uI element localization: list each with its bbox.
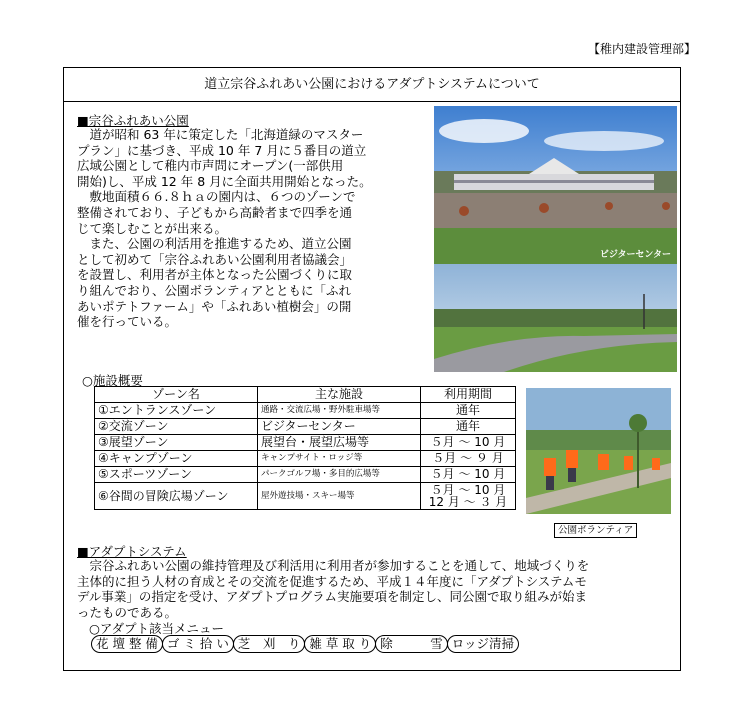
visitor-center-photo	[434, 106, 677, 264]
park-line: 敷地面積６６.８ｈａの園内は、６つのゾーンで	[77, 189, 356, 205]
table-row	[95, 483, 516, 510]
period-cell: 通年	[421, 419, 516, 435]
facilities-table	[94, 386, 516, 510]
menu-item-weeding: 雑 草 取 り	[304, 635, 376, 653]
menu-item-lodge-cleaning: ロッジ清掃	[447, 635, 519, 653]
park-line: 開始)し、平成 12 年 8 月に全面共用開始となった。	[77, 173, 372, 189]
adopt-line: 主体的に担う人材の育成とその交流を促進するため、平成１４年度に「アダプトシステムモ	[77, 573, 587, 589]
table-row	[95, 451, 516, 467]
park-line: あいポテトファーム」や「ふれあい植樹会」の開	[77, 298, 352, 314]
zone-cell: ①エントランスゾーン	[95, 403, 258, 419]
zone-cell: ④キャンプゾーン	[95, 451, 258, 467]
adopt-menu-heading: ○アダプト該当メニュー	[89, 621, 225, 636]
col-facility-header: 主な施設	[258, 387, 421, 403]
period-cell: 通年	[421, 403, 516, 419]
facility-cell: 屋外遊技場・スキー場等	[258, 483, 421, 510]
col-zone-header: ゾーン名	[95, 387, 258, 403]
park-line: プラン」に基づき、平成 10 年 7 月に５番目の道立	[77, 142, 367, 158]
park-line: り組んでおり、公園ボランティアとともに「ふれ	[77, 282, 352, 298]
document-title: 道立宗谷ふれあい公園におけるアダプトシステムについて	[64, 68, 680, 102]
adopt-line: 宗谷ふれあい公園の維持管理及び利活用に利用者が参加することを通して、地域づくりを	[77, 558, 590, 573]
park-heading: ■宗谷ふれあい公園	[77, 113, 189, 128]
park-line: また、公園の利活用を推進するため、道立公園	[77, 236, 352, 252]
menu-item-snow-removal: 除 雪	[375, 635, 448, 653]
document-frame	[63, 67, 681, 671]
period-line: ５月 ～ 10 月	[430, 483, 506, 497]
adopt-line: ったものである。	[77, 604, 178, 620]
zone-cell: ⑥谷間の冒険広場ゾーン	[95, 483, 258, 510]
menu-item-flower-bed: 花 壇 整 備	[91, 635, 163, 653]
facility-cell: キャンプサイト・ロッジ等	[258, 451, 421, 467]
park-line: として初めて「宗谷ふれあい公園利用者協議会」	[77, 251, 353, 267]
adopt-text	[77, 558, 682, 620]
adopt-menu	[91, 635, 518, 653]
menu-item-litter: ゴ ミ 拾 い	[162, 635, 234, 653]
table-row	[95, 467, 516, 483]
park-landscape-photo	[434, 264, 677, 372]
volunteer-photo	[526, 388, 671, 514]
org-label: 【稚内建設管理部】	[587, 42, 696, 56]
table-row	[95, 419, 516, 435]
zone-cell: ⑤スポーツゾーン	[95, 467, 258, 483]
park-line: 道が昭和 63 年に策定した「北海道緑のマスター	[77, 127, 364, 142]
visitor-center-caption: ビジターセンター	[599, 250, 671, 260]
park-line: 整備されており、子どもから高齢者まで四季を通	[77, 204, 353, 220]
adopt-heading: ■アダプトシステム	[77, 544, 187, 559]
zone-cell: ③展望ゾーン	[95, 435, 258, 451]
table-row	[95, 435, 516, 451]
table-row	[95, 403, 516, 419]
col-period-header: 利用期間	[421, 387, 516, 403]
facilities-heading: ○施設概要	[82, 373, 143, 388]
period-cell	[421, 483, 516, 510]
menu-item-mowing: 芝 刈 り	[233, 635, 306, 653]
period-line: 12 月 ～ ３ 月	[428, 495, 508, 509]
period-cell: ５月 ～ 10 月	[421, 435, 516, 451]
period-cell: ５月 ～ 10 月	[421, 467, 516, 483]
park-line: 広域公園として稚内市声問にオープン(一部供用	[77, 158, 344, 174]
facility-cell: 展望台・展望広場等	[258, 435, 421, 451]
period-cell: ５月 ～ ９ 月	[421, 451, 516, 467]
park-text	[77, 127, 429, 330]
volunteer-caption: 公園ボランティア	[554, 523, 637, 538]
park-line: じて楽しむことが出来る。	[77, 220, 228, 236]
park-line: を設置し、利用者が主体となった公園づくりに取	[77, 267, 353, 283]
facility-cell: ビジターセンター	[258, 419, 421, 435]
park-line: 催を行っている。	[77, 314, 178, 330]
zone-cell: ②交流ゾーン	[95, 419, 258, 435]
facility-cell: パークゴルフ場・多目的広場等	[258, 467, 421, 483]
adopt-line: デル事業」の指定を受け、アダプトプログラム実施要項を制定し、同公園で取り組みが始ま	[77, 589, 588, 605]
facility-cell: 通路・交流広場・野外駐車場等	[258, 403, 421, 419]
